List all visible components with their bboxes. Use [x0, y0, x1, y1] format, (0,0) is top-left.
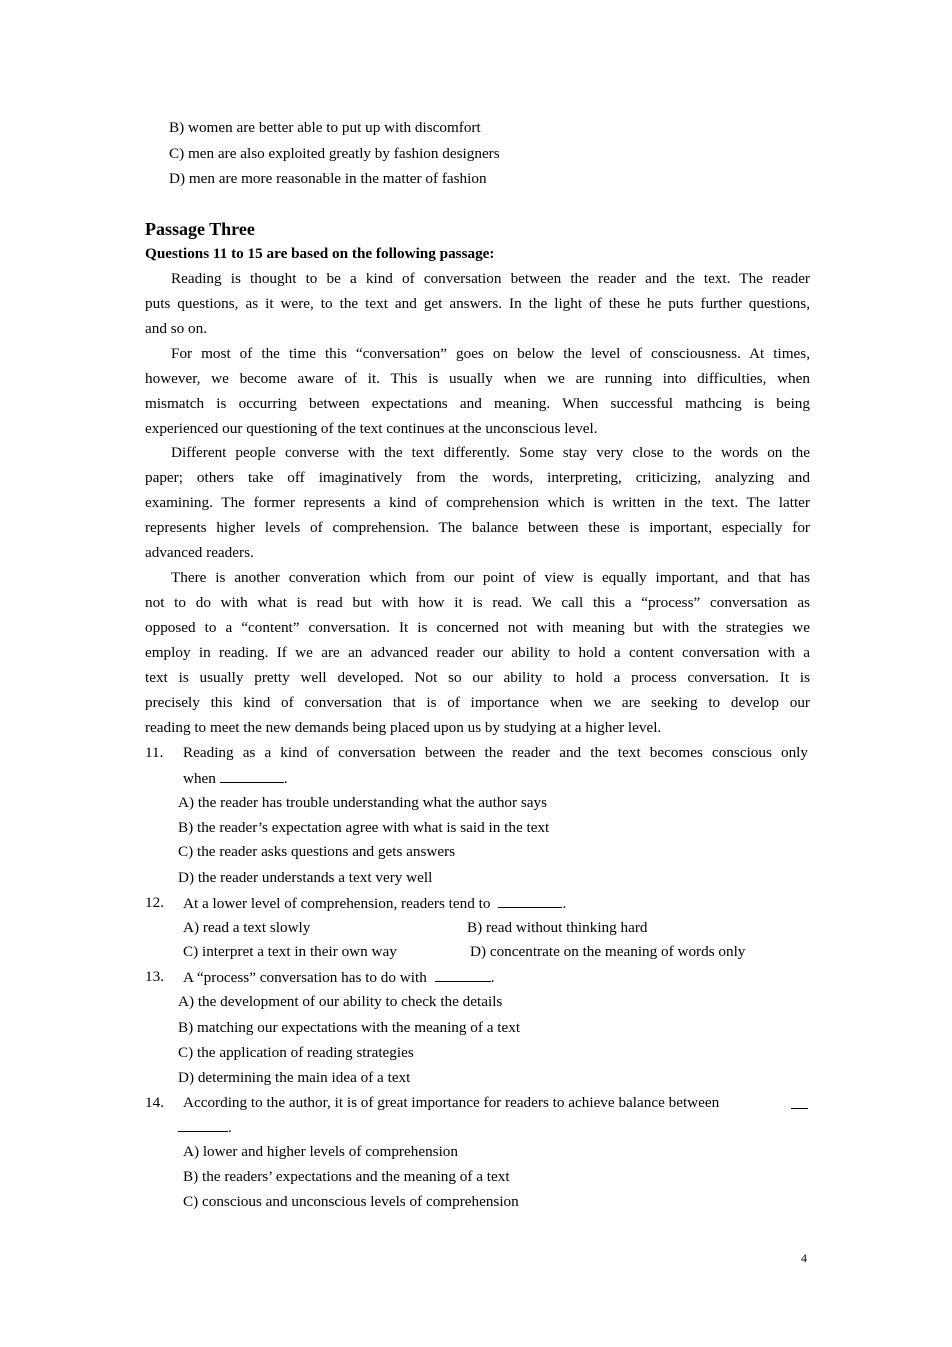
option-b: B) the reader’s expectation agree with what is said in the text	[178, 819, 550, 836]
passage-line: mismatch is occurring between expectations and meaning. When successful mathcing is being	[145, 395, 810, 412]
passage-line: paper; others take off imaginatively from the words, interpreting, criticizing, analyzing and	[145, 469, 810, 486]
passage-line: opposed to a “content” conversation. It is concerned not with meaning but with the strategies we	[145, 619, 810, 636]
question-stem: According to the author, it is of great importance for readers to achieve balance between	[183, 1094, 720, 1111]
passage-line: and so on.	[145, 320, 208, 337]
question-stem-text: At a lower level of comprehension, readers tend to	[183, 895, 491, 912]
passage-instructions: Questions 11 to 15 are based on the following passage:	[145, 245, 495, 262]
passage-line: There is another converation which from our point of view is equally important, and that has	[171, 569, 810, 586]
question-stem-text: when	[183, 770, 216, 787]
passage-line: represents higher levels of comprehension. The balance between these is important, especially for	[145, 519, 810, 536]
prev-option-c: C) men are also exploited greatly by fashion designers	[169, 145, 500, 162]
prev-option-d: D) men are more reasonable in the matter of fashion	[169, 170, 487, 187]
passage-line: experienced our questioning of the text continues at the unconscious level.	[145, 420, 598, 437]
option-b: B) the readers’ expectations and the meaning of a text	[183, 1168, 510, 1185]
passage-line: however, we become aware of it. This is usually when we are running into difficulties, when	[145, 370, 810, 387]
question-stem: At a lower level of comprehension, readers tend to .	[183, 895, 567, 912]
prev-option-b: B) women are better able to put up with discomfort	[169, 119, 481, 136]
option-c: C) the application of reading strategies	[178, 1044, 414, 1061]
question-stem-text: A “process” conversation has to do with	[183, 969, 427, 986]
question-stem: Reading as a kind of conversation between the reader and the text becomes conscious only	[183, 744, 808, 761]
option-b: B) read without thinking hard	[467, 919, 648, 936]
passage-line: Reading is thought to be a kind of conversation between the reader and the text. The reader	[171, 270, 810, 287]
passage-line: not to do with what is read but with how it is read. We call this a “process” conversation as	[145, 594, 810, 611]
option-a: A) the reader has trouble understanding what the author says	[178, 794, 548, 811]
option-a: A) the development of our ability to check the details	[178, 993, 503, 1010]
answer-blank	[220, 768, 284, 783]
answer-blank	[178, 1117, 228, 1132]
passage-line: Different people converse with the text differently. Some stay very close to the words on the	[171, 444, 810, 461]
passage-line: precisely this kind of conversation that is of importance when we are seeking to develop our	[145, 694, 810, 711]
option-d: D) the reader understands a text very well	[178, 869, 433, 886]
question-number: 13.	[145, 968, 164, 985]
option-c: C) conscious and unconscious levels of comprehension	[183, 1193, 519, 1210]
passage-line: puts questions, as it were, to the text and get answers. In the light of these he puts further questions,	[145, 295, 810, 312]
passage-line: reading to meet the new demands being placed upon us by studying at a higher level.	[145, 719, 662, 736]
option-c: C) the reader asks questions and gets answers	[178, 843, 456, 860]
option-c: C) interpret a text in their own way	[183, 943, 397, 960]
question-number: 14.	[145, 1094, 164, 1111]
passage-title: Passage Three	[145, 219, 255, 239]
passage-line: employ in reading. If we are an advanced reader our ability to hold a content conversation with a	[145, 644, 810, 661]
option-a: A) lower and higher levels of comprehension	[183, 1143, 458, 1160]
question-stem-cont: when .	[183, 770, 288, 787]
question-number: 11.	[145, 744, 164, 761]
option-a: A) read a text slowly	[183, 919, 311, 936]
passage-line: text is usually pretty well developed. Not so our ability to hold a process conversation. It is	[145, 669, 810, 686]
option-b: B) matching our expectations with the meaning of a text	[178, 1019, 521, 1036]
passage-line: examining. The former represents a kind of comprehension which is written in the text. The latter	[145, 494, 810, 511]
option-d: D) concentrate on the meaning of words only	[470, 943, 746, 960]
page-number: 4	[801, 1251, 807, 1265]
question-number: 12.	[145, 894, 164, 911]
answer-blank	[498, 893, 562, 908]
passage-line: advanced readers.	[145, 544, 254, 561]
option-d: D) determining the main idea of a text	[178, 1069, 411, 1086]
answer-blank	[791, 1108, 808, 1109]
answer-blank	[435, 967, 491, 982]
answer-blank-cont: .	[178, 1117, 232, 1138]
question-stem: A “process” conversation has to do with .	[183, 969, 495, 986]
passage-line: For most of the time this “conversation” goes on below the level of consciousness. At times,	[171, 345, 810, 362]
